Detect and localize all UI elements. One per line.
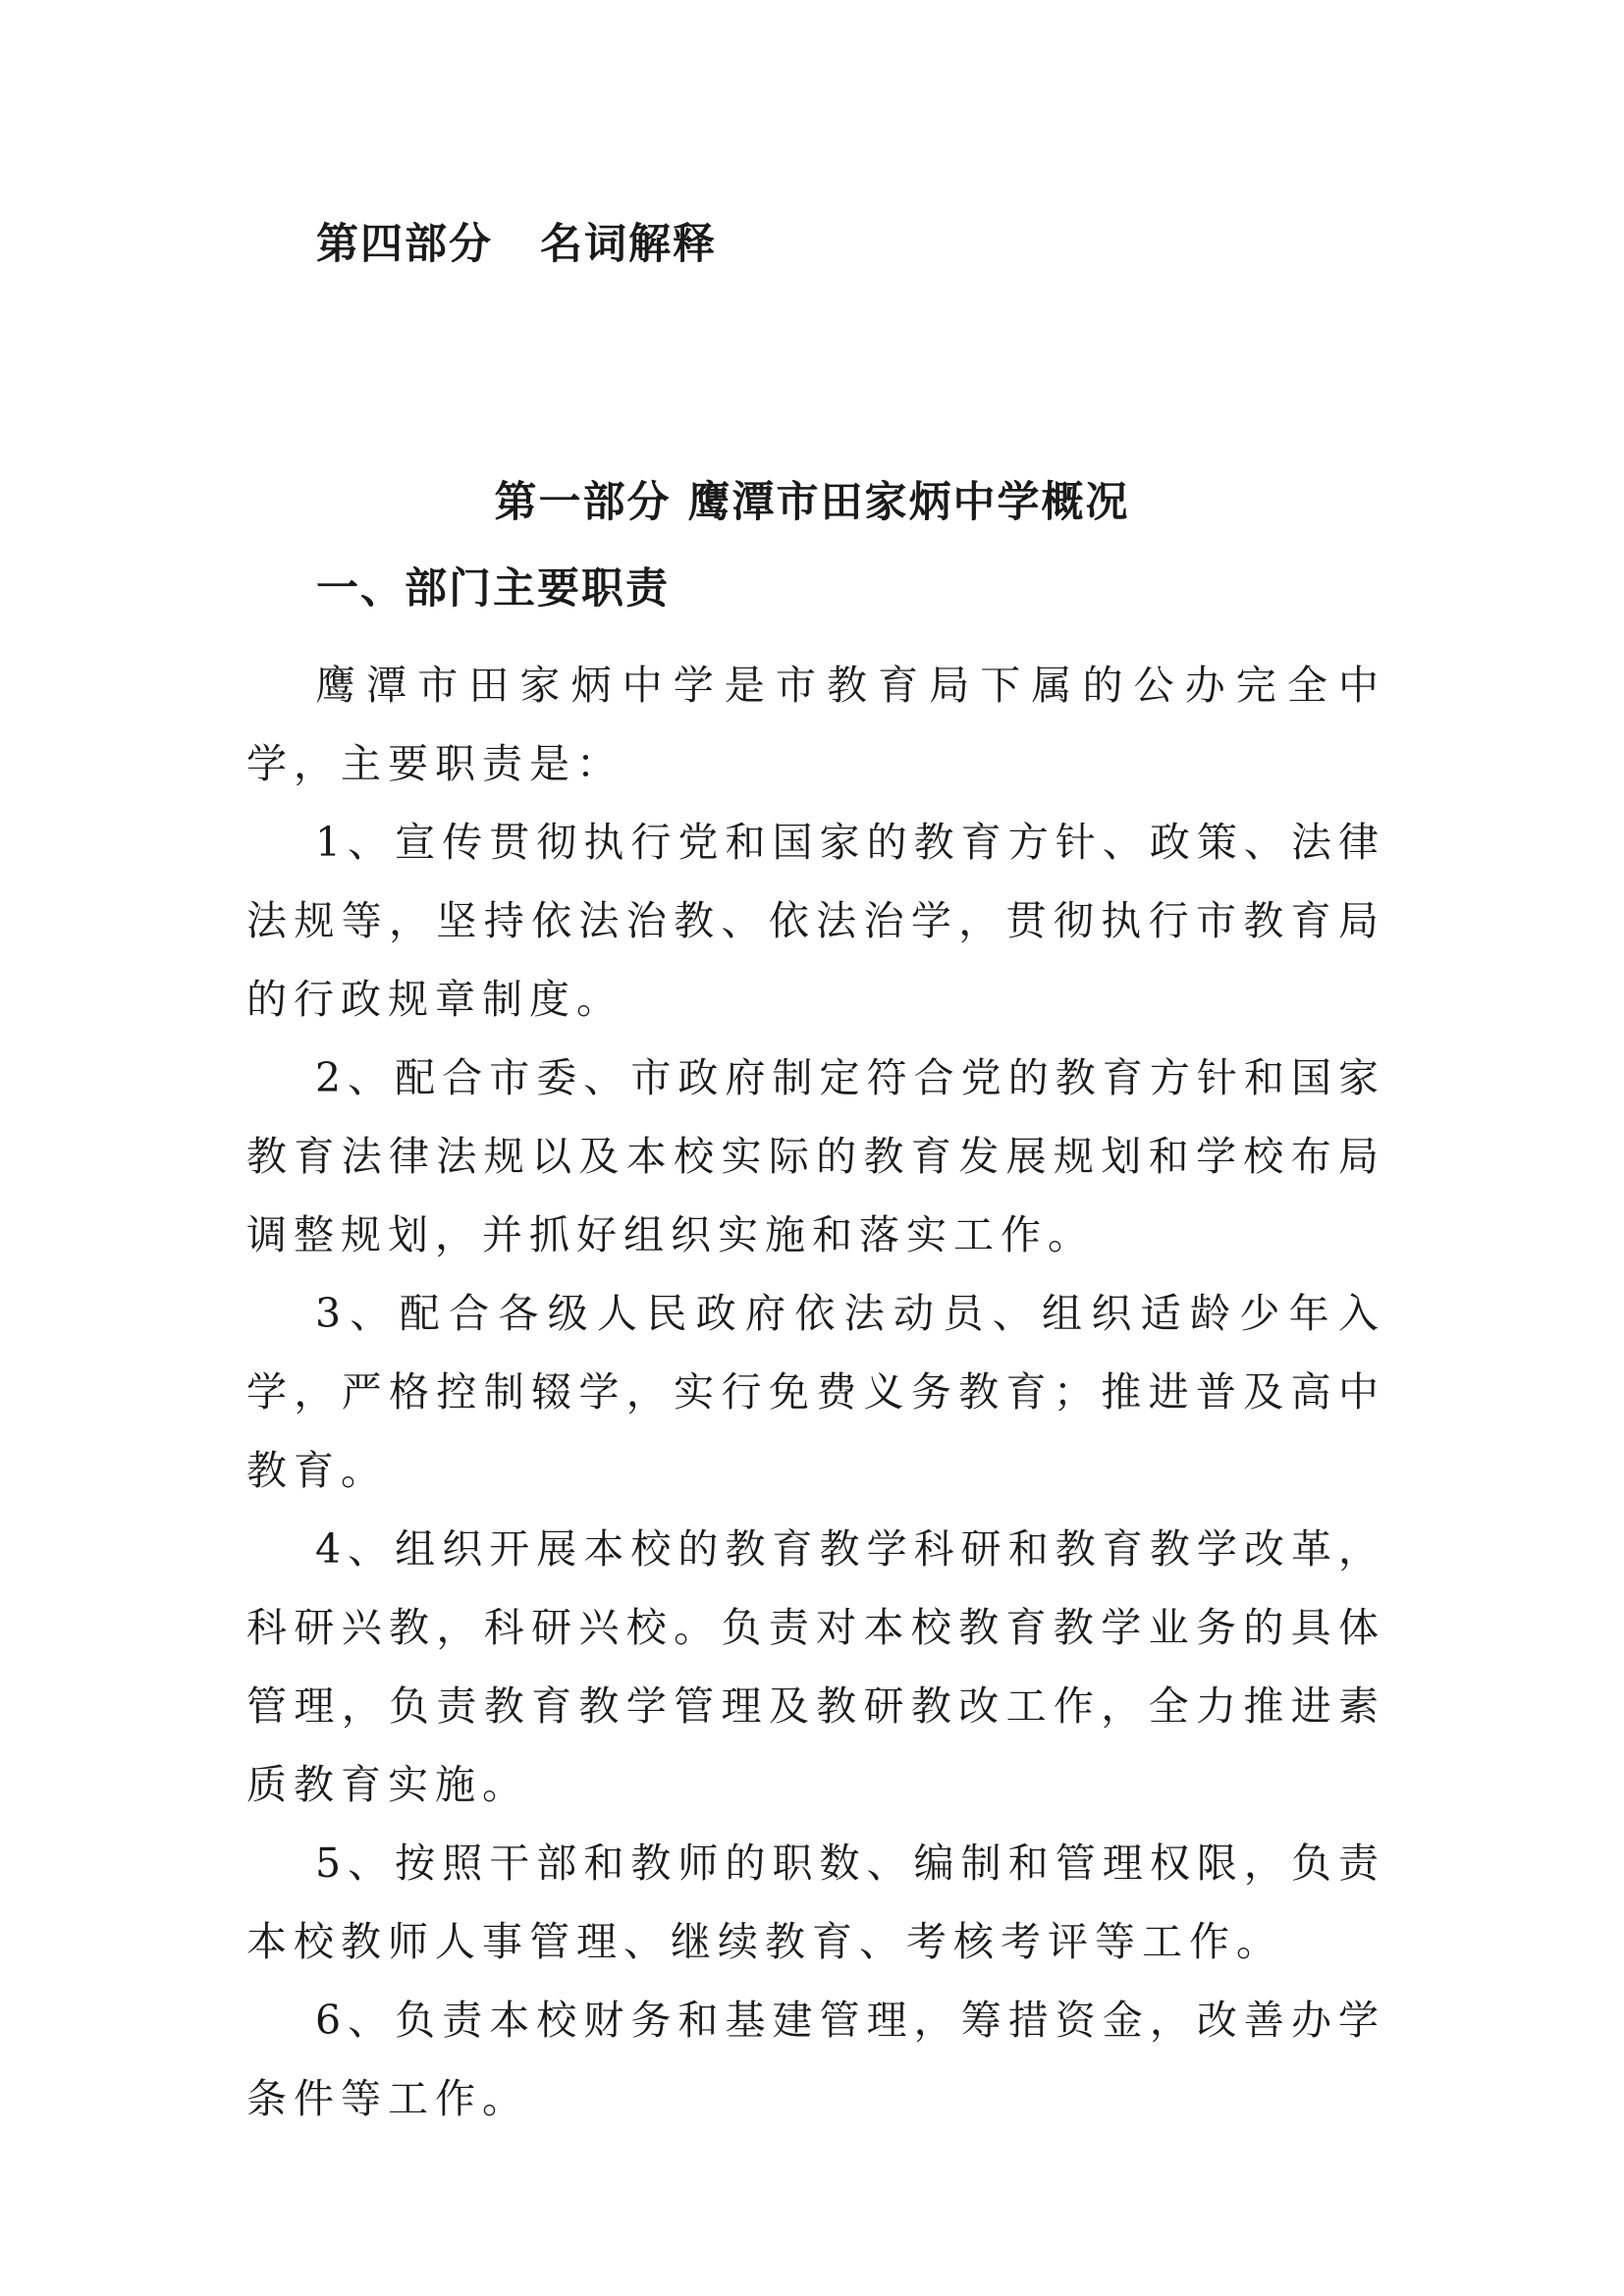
part-title: 第一部分 鹰潭市田家炳中学概况: [494, 478, 1130, 527]
body-text: [246, 646, 1385, 2138]
paragraph-item-6: 6、负责本校财务和基建管理，筹措资金，改善办学条件等工作。: [246, 1997, 1385, 2122]
paragraph-item-5: 5、按照干部和教师的职数、编制和管理权限，负责本校教师人事管理、继续教育、考核考评等工作。: [246, 1840, 1385, 1965]
paragraph-item-4: 4、组织开展本校的教育教学科研和教育教学改革，科研兴教，科研兴校。负责对本校教育教学业务的具体管理，负责教育教学管理及教研教改工作，全力推进素质教育实施。: [246, 1525, 1385, 1808]
toc-entry: [316, 211, 717, 271]
paragraph-intro: 鹰潭市田家炳中学是市教育局下属的公办完全中学，主要职责是：: [246, 662, 1385, 787]
toc-part-title: 名词解释: [540, 220, 717, 269]
section-heading: 一、部门主要职责: [316, 564, 670, 614]
paragraph-item-1: 1、宣传贯彻执行党和国家的教育方针、政策、法律法规等，坚持依法治教、依法治学，贯彻执行市教育局的行政规章制度。: [246, 819, 1385, 1023]
paragraph-item-3: 3、配合各级人民政府依法动员、组织适龄少年入学，严格控制辍学，实行免费义务教育；推进普及高中教育。: [246, 1290, 1385, 1494]
paragraph-item-2: 2、配合市委、市政府制定符合党的教育方针和国家教育法律法规以及本校实际的教育发展规划和学校布局调整规划，并抓好组织实施和落实工作。: [246, 1054, 1385, 1258]
toc-part-label: 第四部分: [316, 220, 493, 269]
